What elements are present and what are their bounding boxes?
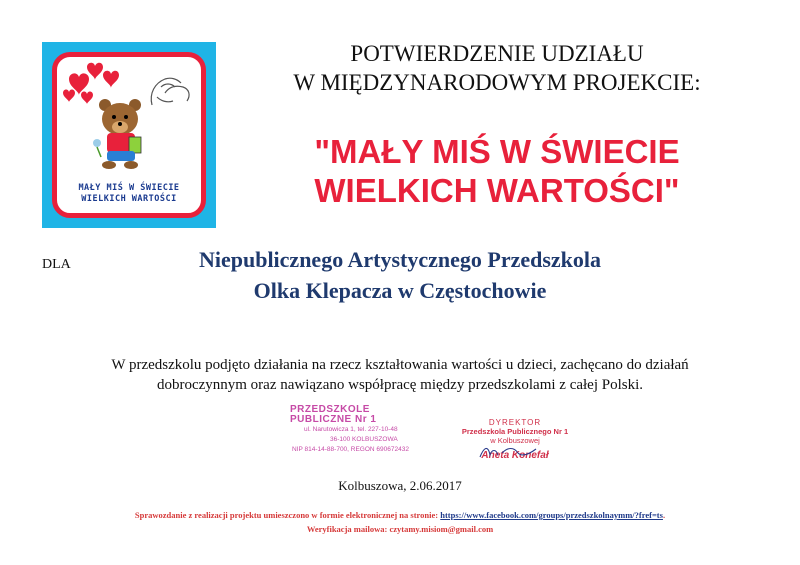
institution-stamp	[290, 405, 430, 455]
recipient-name-line2: Olka Klepacza w Częstochowie	[253, 278, 547, 303]
project-name-line1: "MAŁY MIŚ W ŚWIECIE	[314, 133, 680, 170]
hearts-icon	[63, 63, 119, 104]
place-date: Kolbuszowa, 2.06.2017	[338, 478, 462, 493]
project-logo	[42, 42, 216, 228]
report-link[interactable]: https://www.facebook.com/groups/przedszkolnaymm/?fref=ts	[440, 510, 663, 520]
logo-caption	[57, 183, 201, 205]
stamp-city: 36-100 KOLBUSZOWA	[330, 436, 398, 443]
recipient-name-line1: Niepublicznego Artystycznego Przedszkola	[198, 247, 602, 272]
stamp-ids: NIP 814-14-88-700, REGON 690672432	[292, 446, 409, 453]
confirmation-title-line2: W MIĘDZYNARODOWYM PROJEKCIE:	[293, 70, 701, 95]
body-text-line2: dobroczynnym oraz nawiązano współpracę między przedszkolami z całej Polski.	[156, 377, 644, 393]
body-text-line1: W przedszkolu podjęto działania na rzecz kształtowania wartości u dzieci, zachęcano do działań	[111, 357, 689, 373]
director-name: Aneta Konefał	[481, 450, 549, 461]
report-note	[30, 510, 770, 520]
logo-illustration	[57, 57, 201, 175]
recipient-prefix: DLA	[42, 257, 71, 272]
verification-label: Weryfikacja mailowa:	[306, 524, 390, 534]
logo-caption-line2: WIELKICH WARTOŚCI	[81, 194, 177, 204]
logo-caption-line1: MAŁY MIŚ W ŚWIECIE	[78, 183, 180, 193]
report-note-end: .	[662, 510, 666, 520]
project-name-line2: WIELKICH WARTOŚCI"	[314, 172, 680, 209]
report-note-text: Sprawozdanie z realizacji projektu umieszczono w formie elektronicznej na stronie:	[134, 510, 441, 520]
verification-email[interactable]: czytamy.misiom@gmail.com	[389, 524, 494, 534]
director-institution: Przedszkola Publicznego Nr 1	[461, 427, 569, 436]
handwritten-signature	[478, 443, 538, 461]
stamp-title: PRZEDSZKOLE PUBLICZNE Nr 1	[290, 404, 377, 425]
confirmation-title-line1: POTWIERDZENIE UDZIAŁU	[350, 41, 644, 66]
hands-icon	[151, 78, 189, 105]
logo-card	[52, 52, 206, 218]
verification-note	[30, 524, 770, 534]
stamp-address: ul. Narutowicza 1, tel. 227-10-48	[304, 426, 398, 433]
director-role: DYREKTOR	[488, 418, 542, 427]
director-place: w Kolbuszowej	[490, 436, 540, 445]
bear-icon	[93, 99, 141, 169]
